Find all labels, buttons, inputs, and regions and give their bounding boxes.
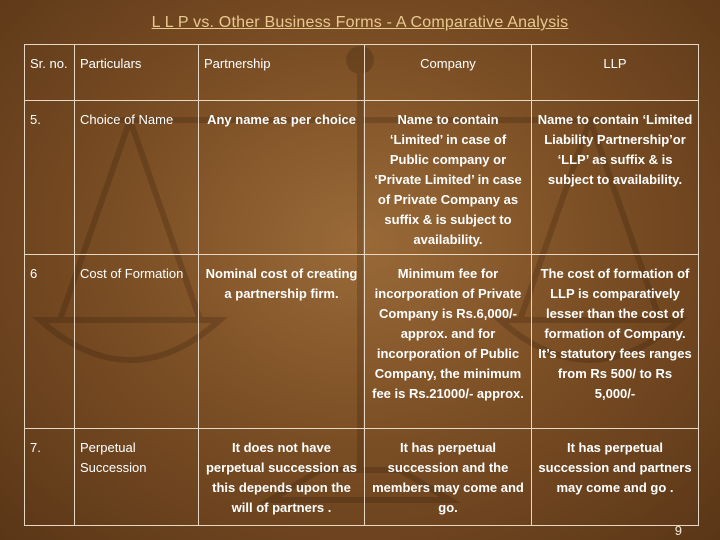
row-particulars: Choice of Name <box>75 101 199 255</box>
row-sr-no: 5. <box>25 101 75 255</box>
row-llp: Name to contain ‘Limited Liability Partnership’or ‘LLP’ as suffix & is subject to availability. <box>532 101 699 255</box>
header-sr-no: Sr. no. <box>25 45 75 101</box>
row-partnership: It does not have perpetual succession as this depends upon the will of partners . <box>199 429 365 526</box>
row-partnership: Nominal cost of creating a partnership firm. <box>199 255 365 429</box>
row-company: Minimum fee for incorporation of Private Company is Rs.6,000/- approx. and for incorporation of Public Company, the minimum fee is Rs.21000/- approx. <box>365 255 532 429</box>
table-row <box>25 429 699 526</box>
header-llp: LLP <box>532 45 699 101</box>
row-particulars: Perpetual Succession <box>75 429 199 526</box>
table-row <box>25 255 699 429</box>
header-company: Company <box>365 45 532 101</box>
header-particulars: Particulars <box>75 45 199 101</box>
row-sr-no: 6 <box>25 255 75 429</box>
row-particulars: Cost of Formation <box>75 255 199 429</box>
table-row <box>25 101 699 255</box>
header-partnership: Partnership <box>199 45 365 101</box>
row-company: Name to contain ‘Limited’ in case of Public company or ‘Private Limited’ in case of Private Company as suffix & is subject to availability. <box>365 101 532 255</box>
row-llp: The cost of formation of LLP is comparatively lesser than the cost of formation of Company. It’s statutory fees ranges from Rs 500/ to Rs 5,000/- <box>532 255 699 429</box>
row-llp: It has perpetual succession and partners may come and go . <box>532 429 699 526</box>
table-header-row <box>25 45 699 101</box>
page-number: 9 <box>674 523 682 538</box>
row-company: It has perpetual succession and the members may come and go. <box>365 429 532 526</box>
comparison-table <box>24 44 699 526</box>
row-sr-no: 7. <box>25 429 75 526</box>
row-partnership: Any name as per choice <box>199 101 365 255</box>
slide-title: L L P vs. Other Business Forms - A Comparative Analysis <box>151 14 569 31</box>
